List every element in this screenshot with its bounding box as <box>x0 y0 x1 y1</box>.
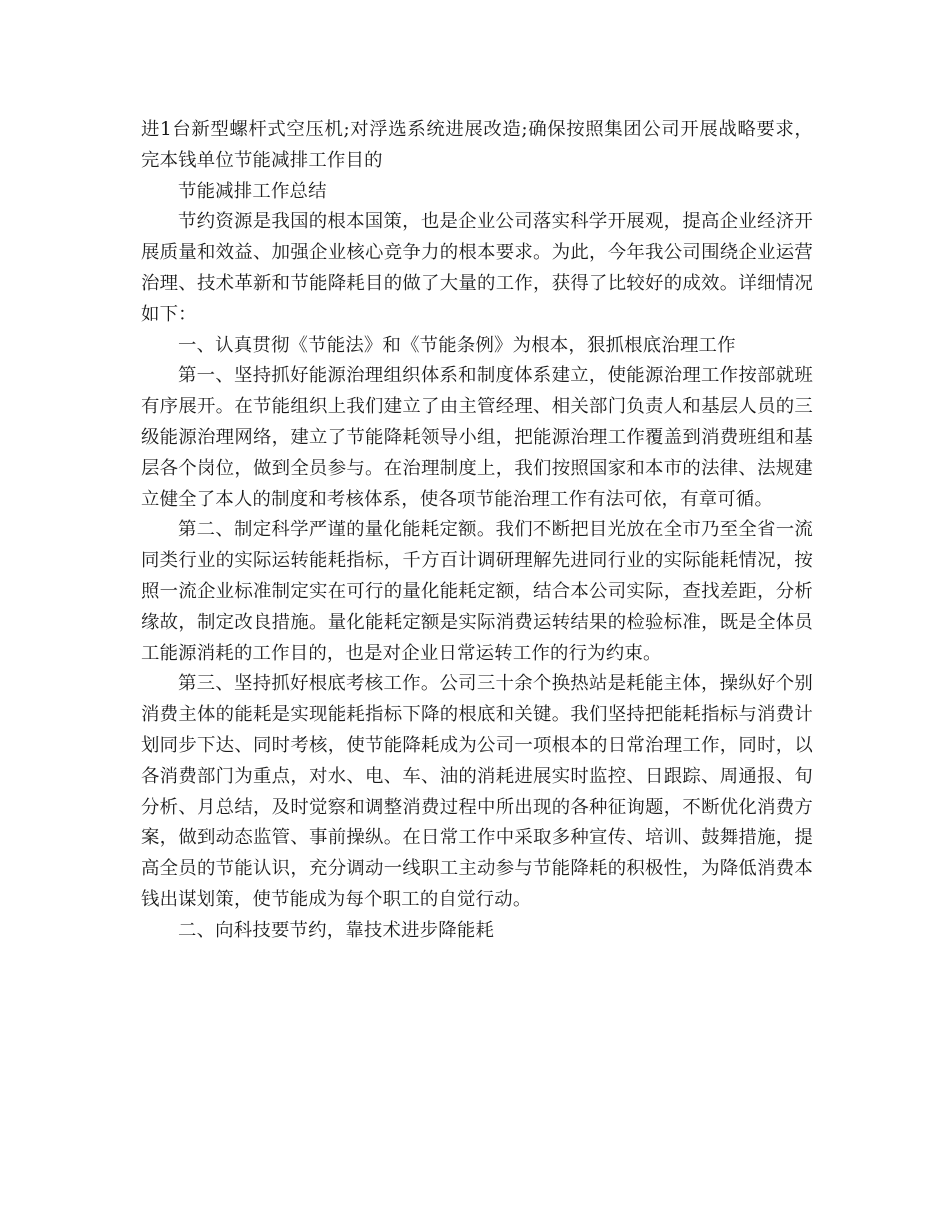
paragraph-third: 第三、坚持抓好根底考核工作。公司三十余个换热站是耗能主体，操纵好个别消费主体的能耗是实现能耗指标下降的根底和关键。我们坚持把能耗指标与消费计划同步下达、同时考核，使节能降耗成为公司一项根本的日常治理工作，同时，以各消费部门为重点，对水、电、车、油的消耗进展实时监控、日跟踪、周通报、旬分析、月总结，及时觉察和调整消费过程中所出现的各种征询题，不断优化消费方案，做到动态监管、事前操纵。在日常工作中采取多种宣传、培训、鼓舞措施，提高全员的节能认识，充分调动一线职工主动参与节能降耗的积极性，为降低消费本钱出谋划策，使节能成为每个职工的自觉行动。 <box>141 673 813 910</box>
paragraph-continuation: 进1台新型螺杆式空压机;对浮选系统进展改造;确保按照集团公司开展战略要求，完本钱单位节能减排工作目的 <box>141 119 813 171</box>
paragraph-second: 第二、制定科学严谨的量化能耗定额。我们不断把目光放在全市乃至全省一流同类行业的实际运转能耗指标，千方百计调研理解先进同行业的实际能耗情况，按照一流企业标准制定实在可行的量化能耗定额，结合本公司实际，查找差距，分析缘故，制定改良措施。量化能耗定额是实际消费运转结果的检验标准，既是全体员工能源消耗的工作目的，也是对企业日常运转工作的行为约束。 <box>141 519 813 664</box>
heading-one: 一、认真贯彻《节能法》和《节能条例》为根本，狠抓根底治理工作 <box>178 334 736 356</box>
paragraph-first: 第一、坚持抓好能源治理组织体系和制度体系建立，使能源治理工作按部就班有序展开。在节能组织上我们建立了由主管经理、相关部门负责人和基层人员的三级能源治理网络，建立了节能降耗领导小组，把能源治理工作覆盖到消费班组和基层各个岗位，做到全员参与。在治理制度上，我们按照国家和本市的法律、法规建立健全了本人的制度和考核体系，使各项节能治理工作有法可依，有章可循。 <box>141 365 813 510</box>
paragraph-intro: 节约资源是我国的根本国策，也是企业公司落实科学开展观，提高企业经济开展质量和效益、加强企业核心竞争力的根本要求。为此，今年我公司围绕企业运营治理、技术革新和节能降耗目的做了大量的工作，获得了比较好的成效。详细情况如下： <box>141 211 813 325</box>
section-title: 节能减排工作总结 <box>178 180 327 202</box>
heading-two: 二、向科技要节约，靠技术进步降能耗 <box>178 919 495 941</box>
document-page <box>141 115 813 947</box>
